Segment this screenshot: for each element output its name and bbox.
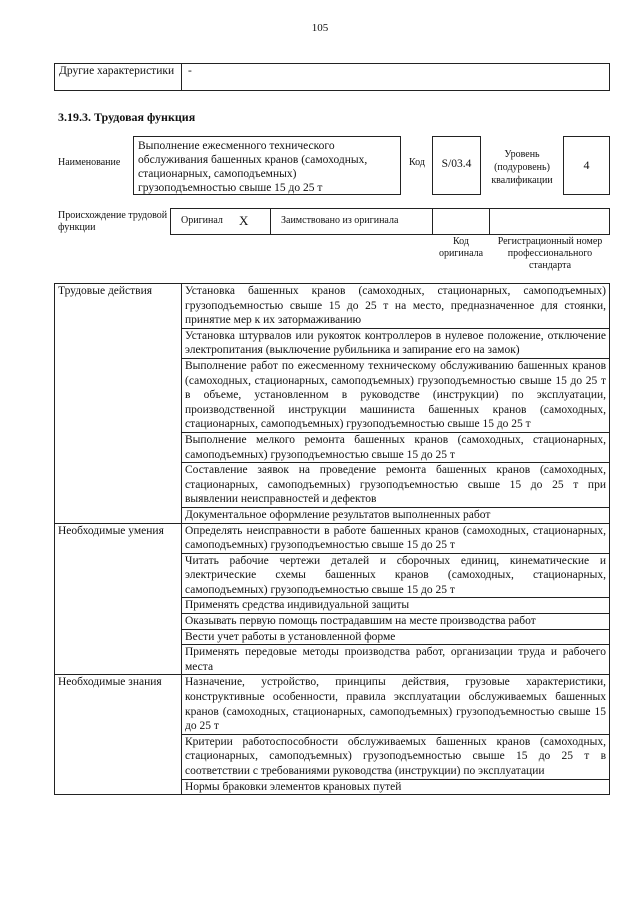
other-characteristics-label: Другие характеристики: [59, 65, 175, 77]
other-characteristics-value: -: [188, 65, 192, 77]
knowledge-item: Критерии работоспособности обслуживаемых башенных кранов (самоходных, стационарных, самоподъемных) грузоподъемностью свыше 15 до 25 т в соответствии с требованиями руководства (инструкции) по эксплуатации: [182, 734, 610, 779]
other-characteristics-label-cell: [54, 63, 182, 91]
labor-action-item: Документальное оформление результатов выполненных работ: [182, 507, 610, 523]
function-name-cell: [133, 136, 401, 195]
skill-item: Применять передовые методы производства работ, организации труда и рабочего места: [182, 645, 610, 675]
page-number: 105: [311, 22, 329, 34]
labor-action-item: Составление заявок на проведение ремонта башенных кранов (самоходных, стационарных, самоподъемных) грузоподъемностью свыше 15 до 25 т при выявлении неисправностей и дефектов: [182, 463, 610, 508]
function-name-value: Выполнение ежесменного технического обслуживания башенных кранов (самоходных, стационарных, самоподъемных) грузоподъемностью свыше 15 до 25 т: [138, 140, 368, 194]
category-required-skills: Необходимые умения: [55, 523, 182, 675]
labor-action-item: Установка штурвалов или рукояток контроллеров в нулевое положение, отключение электропитания (выключение рубильника и запирание его на замок): [182, 328, 610, 358]
origin-code-cell: [432, 208, 490, 235]
origin-original-cell: [170, 208, 271, 235]
level-cell: [563, 136, 610, 195]
table-row: [55, 284, 610, 329]
function-details-table: [54, 283, 610, 795]
knowledge-item: Назначение, устройство, принципы действия, грузовые характеристики, конструктивные особенности, правила эксплуатации обслуживаемых башенных кранов (самоходных, стационарных, самоподъемных) грузоподъемностью свыше 15 до 25 т: [182, 675, 610, 734]
knowledge-item: Нормы браковки элементов крановых путей: [182, 779, 610, 795]
labor-action-item: Выполнение мелкого ремонта башенных кранов (самоходных, стационарных, самоподъемных) грузоподъемностью свыше 15 до 25 т: [182, 432, 610, 462]
other-characteristics-value-cell: [181, 63, 610, 91]
level-value: 4: [583, 158, 590, 172]
table-row: [55, 675, 610, 734]
skill-item: Определять неисправности в работе башенных кранов (самоходных, стационарных, самоподъемных) грузоподъемностью свыше 15 до 25 т: [182, 523, 610, 553]
code-label: Код: [409, 157, 425, 168]
table-row: [55, 523, 610, 553]
origin-reg-cell: [489, 208, 610, 235]
code-cell: [432, 136, 481, 195]
labor-action-item: Установка башенных кранов (самоходных, стационарных, самоподъемных) грузоподъемностью свыше 15 до 25 т на место, предназначенное для стоянки, принятие мер к их затормаживанию: [182, 284, 610, 329]
level-label: Уровень (подуровень) квалификации: [491, 149, 553, 186]
reg-number-label: Регистрационный номер профессионального стандарта: [497, 236, 603, 271]
code-value: S/03.4: [441, 158, 472, 170]
skill-item: Применять средства индивидуальной защиты: [182, 598, 610, 614]
section-title: 3.19.3. Трудовая функция: [58, 110, 196, 124]
category-required-knowledge: Необходимые знания: [55, 675, 182, 795]
category-labor-actions: Трудовые действия: [55, 284, 182, 524]
skill-item: Оказывать первую помощь пострадавшим на месте производства работ: [182, 614, 610, 630]
skill-item: Вести учет работы в установленной форме: [182, 629, 610, 645]
origin-borrowed-cell: [270, 208, 433, 235]
origin-label: Происхождение трудовой функции: [58, 210, 168, 233]
labor-action-item: Выполнение работ по ежесменному техническому обслуживанию башенных кранов (самоходных, стационарных, самоподъемных) грузоподъемностью свыше 15 до 25 т в объеме, установленном в руководстве (инструкции) по эксплуатации, производственной инструкции машиниста башенных кранов (самоходных, стационарных, самоподъемных) грузоподъемностью свыше 15 до 25 т: [182, 358, 610, 432]
original-mark: X: [239, 213, 249, 228]
original-label: Оригинал: [181, 215, 223, 226]
skill-item: Читать рабочие чертежи деталей и сборочных единиц, кинематические и электрические схемы башенных кранов (самоходных, стационарных, самоподъемных) грузоподъемностью свыше 15 до 25 т: [182, 553, 610, 598]
name-label: Наименование: [58, 157, 121, 168]
code-original-label: Код оригинала: [438, 236, 484, 259]
borrowed-label: Заимствовано из оригинала: [281, 215, 399, 226]
